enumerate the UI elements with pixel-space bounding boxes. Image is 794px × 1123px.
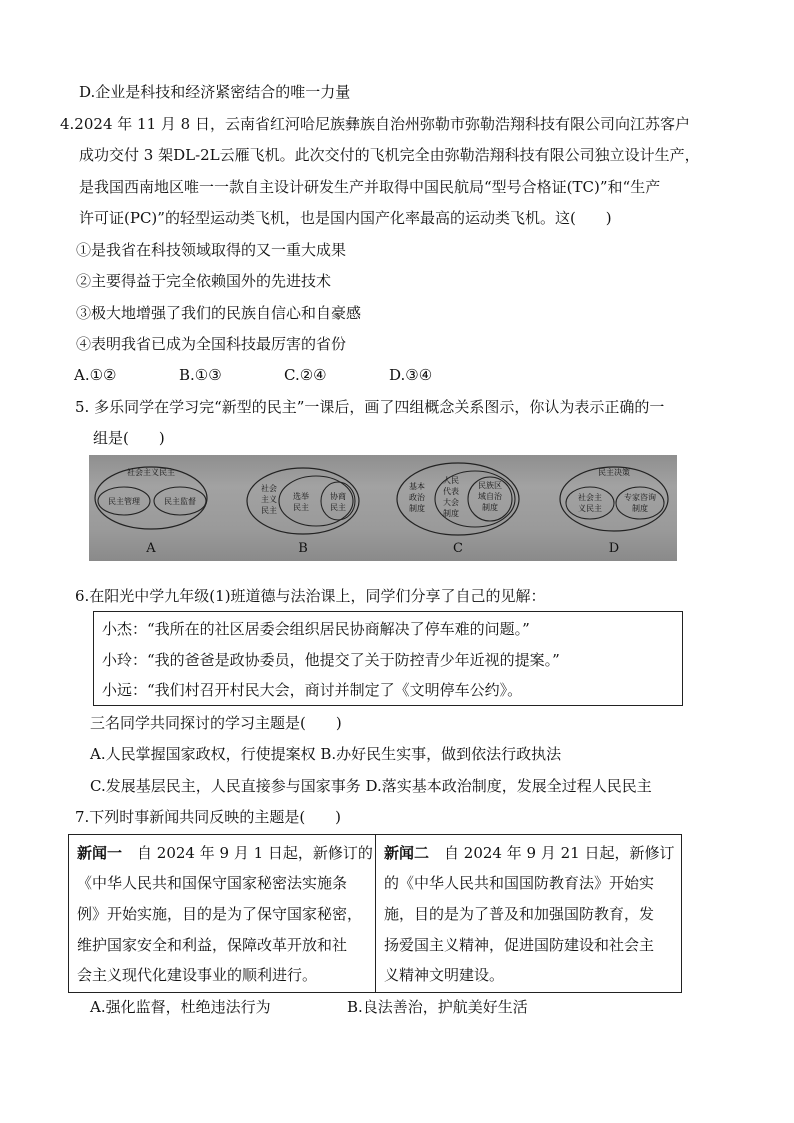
svg-text:制度: 制度 <box>632 504 648 513</box>
svg-text:主义: 主义 <box>261 495 277 504</box>
q4-stem-line1: 4.2024 年 11 月 8 日，云南省红河哈尼族彝族自治州弥勒市弥勒浩翔科技有限公司向江苏客户 <box>60 115 690 133</box>
svg-text:代表: 代表 <box>443 487 459 496</box>
q7-option-b[interactable]: B.良法善治，护航美好生活 <box>347 998 528 1016</box>
q4-stem-line4: 许可证(PC)”的轻型运动类飞机，也是国内国产化率最高的运动类飞机。这( ) <box>79 209 612 227</box>
diagram-b-letter: B <box>298 541 308 556</box>
svg-text:民主: 民主 <box>330 503 346 512</box>
q4-stem-line3: 是我国西南地区唯一一款自主设计研发生产并取得中国民航局“型号合格证(TC)”和“生产 <box>79 178 661 196</box>
svg-text:制度: 制度 <box>409 504 425 513</box>
q7-option-a[interactable]: A.强化监督，杜绝违法行为 <box>90 998 271 1016</box>
q4-statement-3: ③极大地增强了我们的民族自信心和自豪感 <box>76 304 362 322</box>
diagram-c-letter: C <box>453 541 463 556</box>
q5-stem-line1: 5. 多乐同学在学习完“新型的民主”一课后，画了四组概念关系图示，你认为表示正确的一 <box>75 398 665 416</box>
q6-quote-xiaoling: 小玲：“我的爸爸是政协委员，他提交了关于防控青少年近视的提案。” <box>102 651 560 669</box>
news-two-line1: 自 2024 年 9 月 21 日起，新修订 <box>444 844 675 862</box>
diagram-d[interactable] <box>560 467 668 556</box>
diagram-a-letter: A <box>146 541 156 556</box>
q6-quote-box <box>93 611 683 706</box>
q4-option-d[interactable]: D.③④ <box>389 366 433 384</box>
svg-text:大会: 大会 <box>443 498 459 507</box>
svg-text:协商: 协商 <box>330 492 346 501</box>
diagram-d-letter: D <box>608 541 620 556</box>
q4-option-c[interactable]: C.②④ <box>284 366 327 384</box>
news-one-line1: 自 2024 年 9 月 1 日起，新修订的 <box>137 844 373 862</box>
q6-quote-xiaojie: 小杰：“我所在的社区居委会组织居民协商解决了停车难的问题。” <box>102 620 530 638</box>
q4-statement-2: ②主要得益于完全依赖国外的先进技术 <box>76 272 332 290</box>
svg-text:人民: 人民 <box>443 476 459 485</box>
svg-text:义民主: 义民主 <box>578 504 602 513</box>
svg-text:制度: 制度 <box>443 509 459 518</box>
q6-options-cd[interactable]: C.发展基层民主，人民直接参与国家事务 D.落实基本政治制度，发展全过程人民民主 <box>90 777 652 795</box>
diagram-d-outer-label: 民主决策 <box>598 468 630 477</box>
news-two-line5: 义精神文明建设。 <box>384 966 505 984</box>
news-two-title: 新闻二 <box>384 844 430 862</box>
q7-news-one <box>69 835 375 992</box>
svg-text:基本: 基本 <box>409 482 425 491</box>
q3-option-d: D.企业是科技和经济紧密结合的唯一力量 <box>79 83 351 101</box>
q4-statement-1: ①是我省在科技领域取得的又一重大成果 <box>76 241 347 259</box>
svg-text:民主: 民主 <box>293 503 309 512</box>
diagram-a[interactable] <box>95 467 207 556</box>
diagram-a-left-label: 民主管理 <box>108 497 140 506</box>
diagram-b[interactable] <box>247 468 359 556</box>
q6-ask: 三名同学共同探讨的学习主题是( ) <box>90 714 342 732</box>
q6-quote-xiaoyuan: 小远：“我们村召开村民大会，商讨并制定了《文明停车公约》。 <box>102 681 523 699</box>
svg-text:民主: 民主 <box>261 506 277 515</box>
news-one-line5: 会主义现代化建设事业的顺利进行。 <box>77 966 318 984</box>
news-two-line3: 施，目的是为了普及和加强国防教育，发 <box>384 905 655 923</box>
q4-stem-line2: 成功交付 3 架DL-2L云雁飞机。此次交付的飞机完全由弥勒浩翔科技有限公司独立设计生产， <box>79 146 700 164</box>
q5-stem-line2: 组是( ) <box>93 429 165 447</box>
svg-text:专家咨询: 专家咨询 <box>624 493 656 502</box>
news-one-line4: 维护国家安全和利益，保障改革开放和社 <box>77 936 348 954</box>
diagram-c[interactable] <box>397 463 519 556</box>
svg-text:社会主: 社会主 <box>578 493 602 502</box>
q6-options-ab[interactable]: A.人民掌握国家政权，行使提案权 B.办好民生实事，做到依法行政执法 <box>90 745 562 763</box>
news-two-line2: 的《中华人民共和国国防教育法》开始实 <box>384 874 655 892</box>
q5-diagram-image <box>89 455 677 561</box>
svg-text:制度: 制度 <box>482 503 498 512</box>
q7-stem: 7.下列时事新闻共同反映的主题是( ) <box>75 808 342 826</box>
news-two-line4: 扬爱国主义精神，促进国防建设和社会主 <box>384 936 655 954</box>
diagram-a-outer-label: 社会主义民主 <box>127 468 175 477</box>
news-one-title: 新闻一 <box>77 844 123 862</box>
svg-text:域自治: 域自治 <box>478 492 502 501</box>
q4-statement-4: ④表明我省已成为全国科技最厉害的省份 <box>76 335 347 353</box>
news-one-line3: 例》开始实施，目的是为了保守国家秘密， <box>77 905 363 923</box>
q4-option-a[interactable]: A.①② <box>74 366 117 384</box>
svg-text:民族区: 民族区 <box>478 481 502 490</box>
diagram-a-right-label: 民主监督 <box>164 497 196 506</box>
svg-text:社会: 社会 <box>261 484 277 493</box>
q6-stem: 6.在阳光中学九年级(1)班道德与法治课上，同学们分享了自己的见解： <box>75 587 546 605</box>
q7-news-two <box>375 835 681 992</box>
svg-text:政治: 政治 <box>409 493 425 502</box>
svg-text:选举: 选举 <box>293 492 309 501</box>
q4-option-b[interactable]: B.①③ <box>179 366 222 384</box>
q4-options <box>74 366 494 384</box>
news-one-line2: 《中华人民共和国保守国家秘密法实施条 <box>77 874 348 892</box>
q7-news-table <box>68 834 682 993</box>
